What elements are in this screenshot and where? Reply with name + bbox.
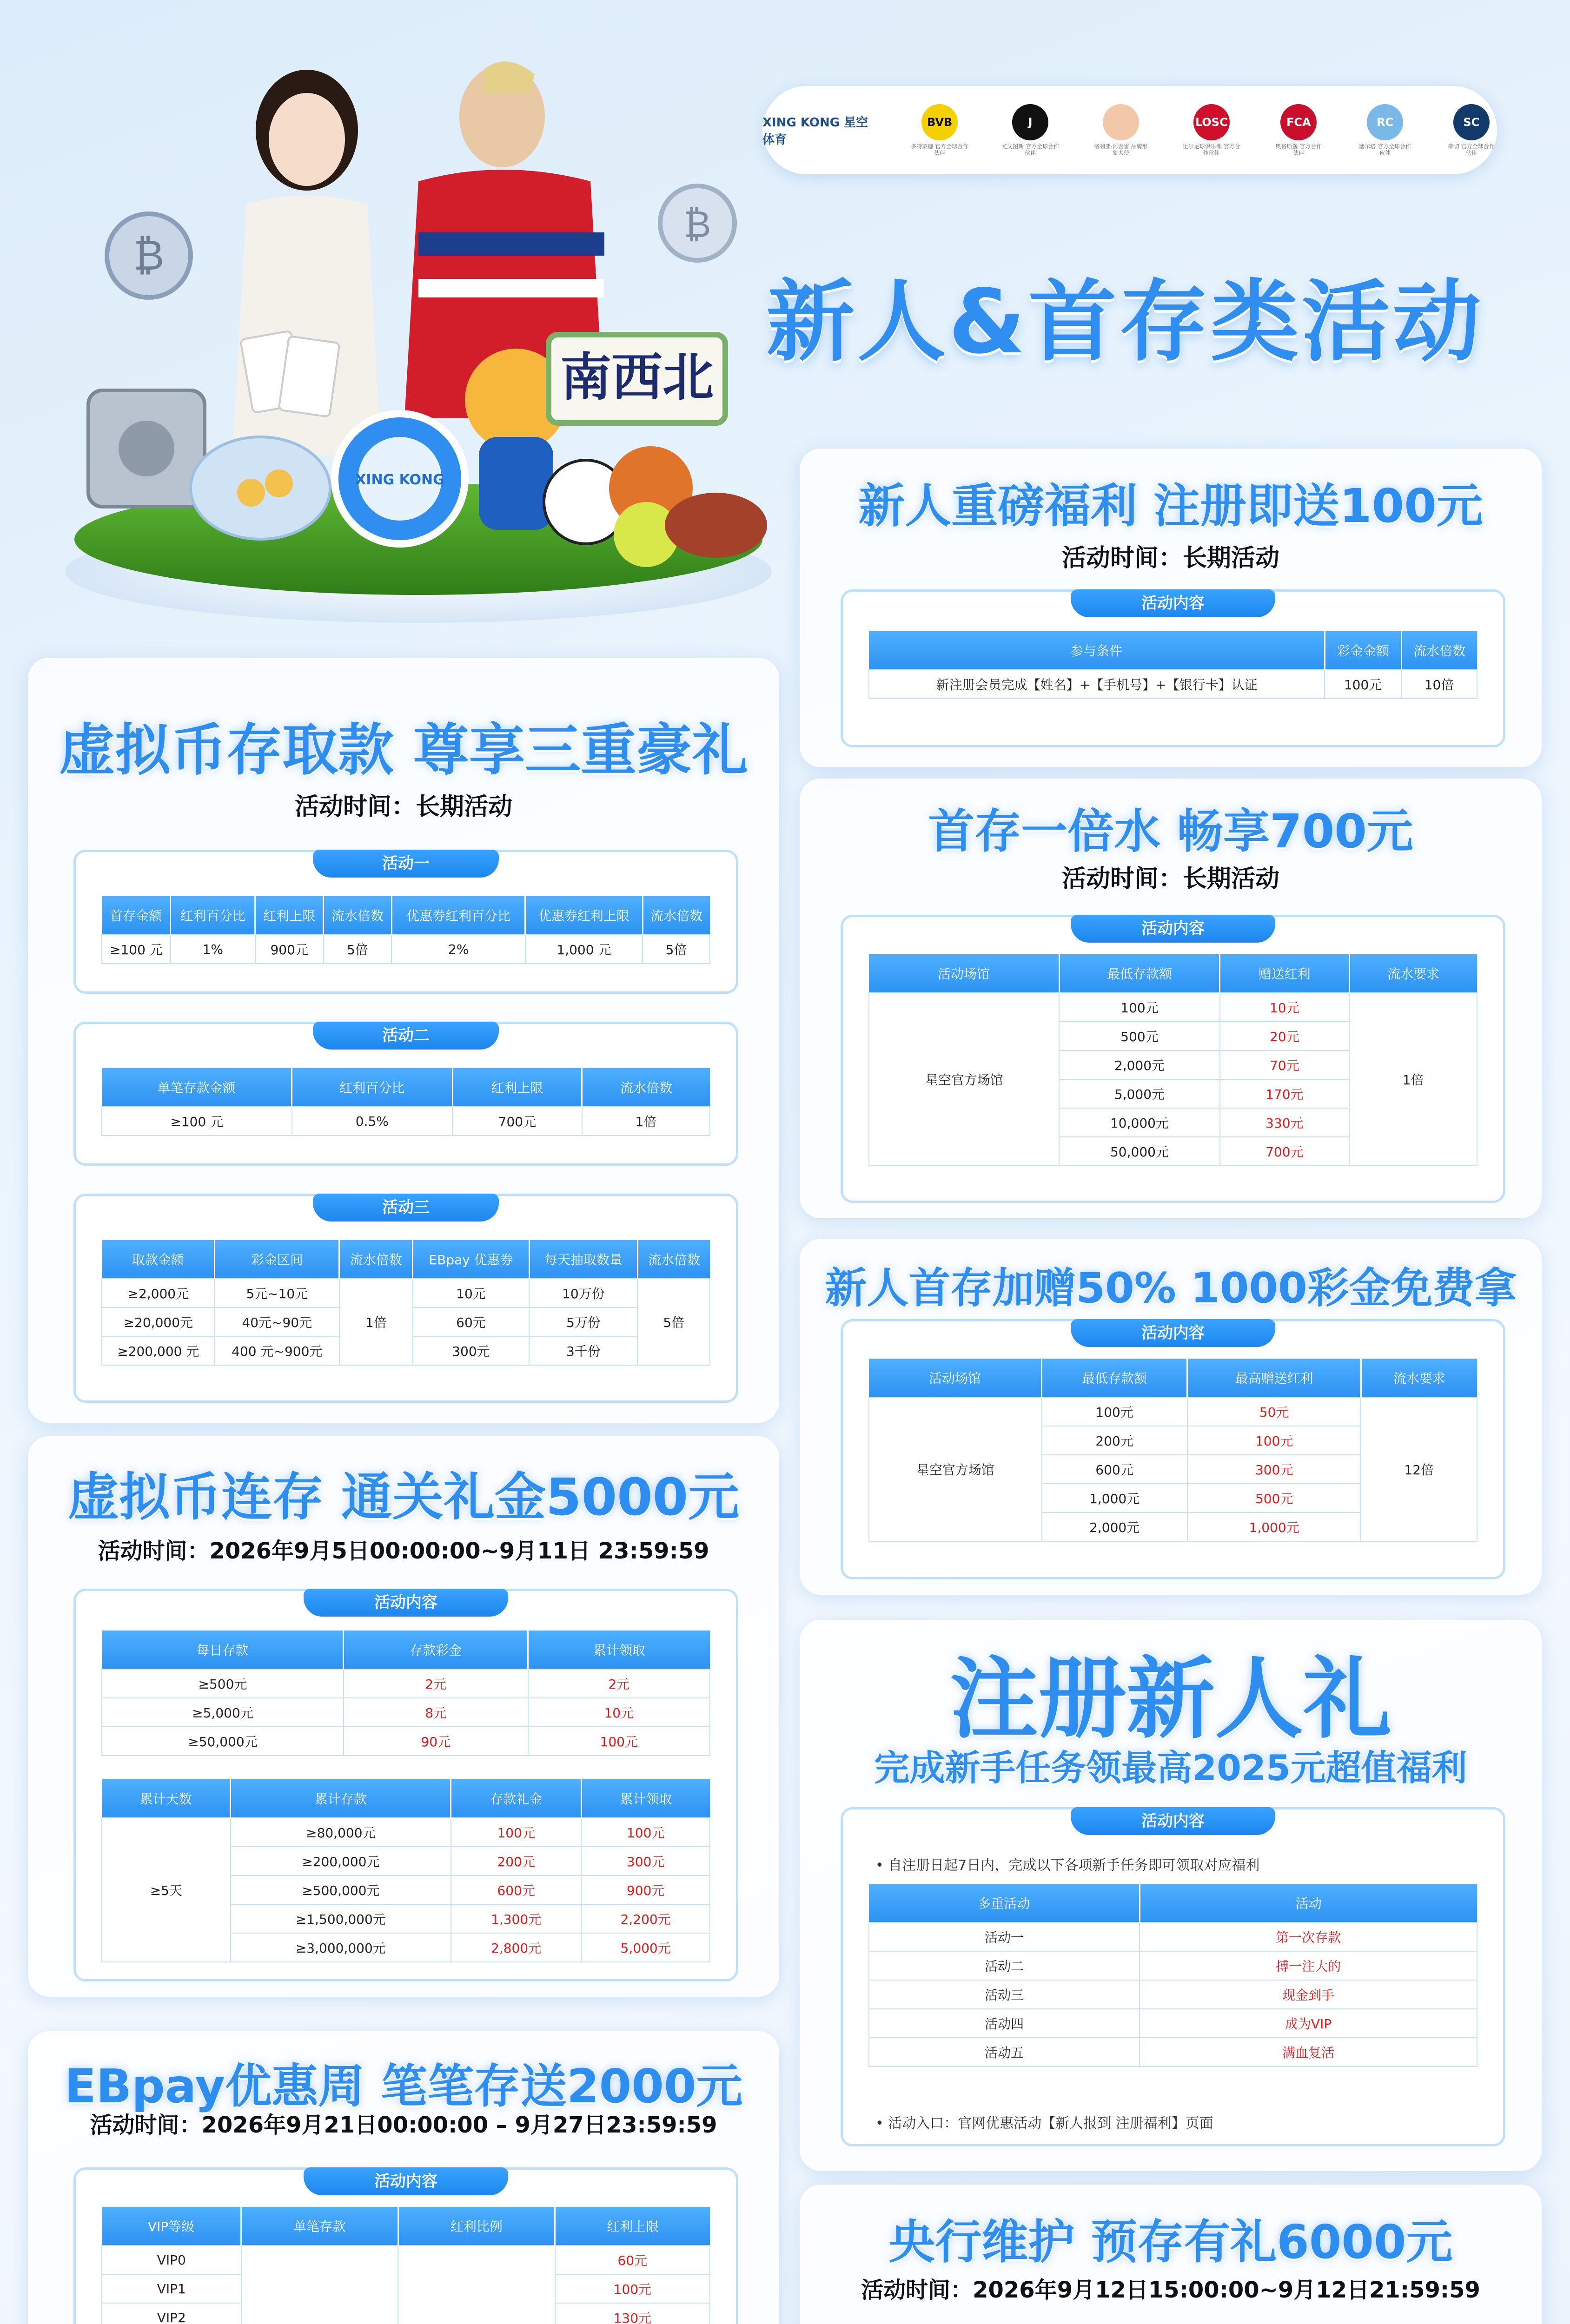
- column-header: 累计领取: [528, 1631, 710, 1669]
- column-header: 首存金额: [102, 896, 171, 935]
- table-cell: 10万份: [529, 1279, 637, 1307]
- table-cell: 10元: [1220, 993, 1350, 1022]
- tab-activity-content: 活动内容: [1071, 589, 1275, 617]
- column-header: 流水倍数: [339, 1240, 413, 1279]
- table-cell: 20元: [1220, 1022, 1350, 1050]
- column-header: EBpay 优惠券: [413, 1240, 530, 1279]
- column-header: VIP等级: [102, 2207, 241, 2245]
- tab-activity-content: 活动内容: [1071, 915, 1275, 943]
- table-cell: 5倍: [637, 1279, 710, 1365]
- table-cell: 12倍: [1361, 1397, 1477, 1541]
- table-row: [102, 2245, 710, 2274]
- table-cell: 50,000元: [1059, 1137, 1219, 1166]
- club-badge-icon: RC: [1367, 104, 1403, 140]
- first-deposit-50-card: [800, 1239, 1542, 1595]
- club-badge-icon: LOSC: [1193, 104, 1230, 140]
- newbie-register-card: [800, 449, 1542, 767]
- hero-art: [46, 37, 772, 627]
- cumulative-deposit-table: [101, 1779, 710, 1962]
- column-header: 存款礼金: [451, 1779, 581, 1818]
- register-table: [868, 1884, 1477, 2067]
- newbie-table: [868, 631, 1477, 699]
- crypto-streak-card: [28, 1436, 779, 1997]
- section-title: 首存一倍水 畅享700元: [928, 804, 1413, 858]
- table-cell: 100元: [1325, 670, 1401, 699]
- table-cell: 60元: [413, 1307, 530, 1336]
- section-title: 虚拟币存取款 尊享三重豪礼: [59, 718, 748, 783]
- table-cell: 5倍: [324, 935, 392, 964]
- table-cell: 活动三: [869, 1980, 1139, 2009]
- club-badge-icon: J: [1012, 104, 1048, 140]
- column-header: 累计领取: [581, 1779, 710, 1818]
- ebpay-panel: [73, 2167, 738, 2324]
- partner-logo: [762, 113, 878, 147]
- table-cell: 5倍: [643, 935, 710, 964]
- table-cell: 3千份: [529, 1336, 637, 1365]
- table-cell: 10倍: [1401, 670, 1477, 699]
- column-header: 赠送红利: [1220, 954, 1350, 993]
- table-row: [102, 1818, 710, 1847]
- table-cell: ≥1,500,000元: [231, 1904, 451, 1933]
- table-cell: 2%: [391, 935, 525, 964]
- table-cell: ≥500,000元: [231, 1875, 451, 1904]
- table-row: [869, 1951, 1477, 1980]
- streak-panel: [73, 1589, 738, 1981]
- activity-time: 活动时间：2026年9月5日00:00:00~9月11日 23:59:59: [98, 1538, 709, 1564]
- table-header-row: [869, 631, 1477, 670]
- table-cell: 2元: [344, 1669, 528, 1698]
- mahjong-text: 南西北: [560, 347, 714, 407]
- activity-3-table: [101, 1240, 710, 1366]
- table-cell: 100元: [555, 2274, 710, 2303]
- table-cell: 170元: [1220, 1079, 1350, 1108]
- table-header-row: [869, 1884, 1477, 1922]
- partner-logo: [1001, 104, 1060, 157]
- table-cell: ≥2,000元: [102, 1279, 215, 1307]
- logo-caption: 格利亚·阿吉雷 品牌形象大使: [1094, 143, 1148, 156]
- table-cell: 100元: [1042, 1397, 1187, 1426]
- table-cell: 第一次存款: [1139, 1922, 1477, 1951]
- club-badge-icon: BVB: [921, 104, 958, 140]
- column-header: 取款金额: [102, 1240, 215, 1279]
- table-cell: 10,000元: [1059, 1108, 1219, 1137]
- column-header: 最低存款额: [1042, 1359, 1187, 1397]
- table-row: [869, 670, 1477, 699]
- partner-logos-bar: [762, 86, 1497, 174]
- table-cell: VIP1: [102, 2274, 241, 2303]
- table-cell: ≥5天: [102, 1818, 231, 1962]
- table-cell: 10元: [528, 1698, 710, 1727]
- column-header: 流水倍数: [637, 1240, 710, 1279]
- column-header: 累计天数: [102, 1779, 231, 1818]
- table-cell: 2,200元: [581, 1904, 710, 1933]
- woman-figure: [232, 195, 381, 456]
- section-title: 新人首存加赠50% 1000彩金免费拿: [825, 1264, 1517, 1313]
- svg-text:₿: ₿: [133, 231, 165, 280]
- table-cell: 300元: [1187, 1455, 1361, 1484]
- activity-time: 活动时间：2026年9月12日15:00:00~9月12日21:59:59: [861, 2277, 1480, 2303]
- activity-1-table: [101, 896, 710, 964]
- column-header: 流水倍数: [643, 896, 710, 935]
- table-cell: [241, 2245, 398, 2324]
- partner-logo: [1273, 104, 1324, 157]
- column-header: 活动: [1139, 1884, 1477, 1922]
- column-header: 优惠券红利百分比: [391, 896, 525, 935]
- register-gift-card: [800, 1620, 1542, 2171]
- tab-activity-content: 活动内容: [1071, 1807, 1275, 1835]
- table-cell: ≥100 元: [102, 1107, 292, 1136]
- table-cell: 500元: [1059, 1022, 1219, 1050]
- table-cell: 600元: [1042, 1455, 1187, 1484]
- table-cell: 500元: [1187, 1484, 1361, 1512]
- register-panel: [841, 1807, 1505, 2146]
- table-row: [102, 1279, 710, 1307]
- first-deposit-50-panel: [841, 1319, 1505, 1579]
- table-row: [102, 1727, 710, 1756]
- column-header: 红利上限: [255, 896, 324, 935]
- table-cell: 1,000元: [1187, 1512, 1361, 1541]
- column-header: 红利比例: [398, 2207, 555, 2245]
- table-cell: 活动二: [869, 1951, 1139, 1980]
- table-cell: 1%: [171, 935, 255, 964]
- table-cell: 300元: [413, 1336, 530, 1365]
- column-header: 单笔存款金额: [102, 1068, 292, 1107]
- table-header-row: [102, 1631, 710, 1669]
- daily-deposit-table: [101, 1631, 710, 1756]
- table-cell: 100元: [581, 1818, 710, 1847]
- central-bank-card: [800, 2185, 1542, 2324]
- table-cell: 2,000元: [1059, 1050, 1219, 1079]
- club-badge-icon: [1103, 104, 1139, 140]
- column-header: 流水要求: [1361, 1359, 1477, 1397]
- tab-activity-content: 活动内容: [304, 2167, 508, 2195]
- column-header: 流水倍数: [1401, 631, 1477, 670]
- activity-time: 活动时间：2026年9月21日00:00:00 – 9月27日23:59:59: [90, 2112, 717, 2138]
- football-icon: [665, 493, 767, 558]
- hero-illustration: [46, 37, 772, 627]
- column-header: 红利上限: [452, 1068, 582, 1107]
- partner-logo: [911, 104, 969, 157]
- table-header-row: [102, 1779, 710, 1818]
- table-cell: 1,000元: [1042, 1484, 1187, 1512]
- table-cell: ≥5,000元: [102, 1698, 344, 1727]
- first-deposit-50-table: [868, 1359, 1477, 1542]
- table-header-row: [102, 1240, 710, 1279]
- section-title: 注册新人礼: [949, 1648, 1391, 1750]
- newbie-panel: [841, 589, 1505, 747]
- column-header: 单笔存款: [241, 2207, 398, 2245]
- chip-brand: XING KONG: [355, 472, 444, 488]
- table-cell: 满血复活: [1139, 2038, 1477, 2067]
- register-note-2: • 活动入口：官网优惠活动【新人报到 注册福利】页面: [875, 2115, 1213, 2132]
- column-header: 最低存款额: [1059, 954, 1219, 993]
- table-cell: 60元: [555, 2245, 710, 2274]
- activity-2-panel: [73, 1022, 738, 1166]
- tab-activity-1: 活动一: [313, 850, 499, 878]
- activity-time: 活动时间：长期活动: [294, 793, 512, 821]
- first-deposit-table: [868, 954, 1477, 1166]
- logo-caption: 尤文图斯 官方全球合作伙伴: [1001, 143, 1059, 156]
- partner-logo: [1182, 104, 1240, 157]
- table-cell: 200元: [451, 1847, 581, 1875]
- table-cell: 100元: [451, 1818, 581, 1847]
- table-cell: 100元: [1059, 993, 1219, 1022]
- table-cell: 1,000 元: [525, 935, 643, 964]
- table-cell: 2,000元: [1042, 1512, 1187, 1541]
- tab-activity-content: 活动内容: [1071, 1319, 1275, 1347]
- table-row: [869, 2009, 1477, 2038]
- partner-logo: [1092, 104, 1150, 157]
- table-cell: 5,000元: [1059, 1079, 1219, 1108]
- column-header: 红利上限: [555, 2207, 710, 2245]
- column-header: 活动场馆: [869, 1359, 1042, 1397]
- activity-2-table: [101, 1068, 710, 1136]
- table-cell: 1倍: [339, 1279, 413, 1365]
- activity-1-panel: [73, 850, 738, 994]
- table-row: [102, 1669, 710, 1698]
- column-header: 最高赠送红利: [1187, 1359, 1361, 1397]
- mahjong-tiles: [549, 335, 725, 423]
- table-row: [869, 2038, 1477, 2067]
- column-header: 存款彩金: [344, 1631, 528, 1669]
- table-cell: 8元: [344, 1698, 528, 1727]
- table-cell: ≥200,000 元: [102, 1336, 215, 1365]
- table-cell: 70元: [1220, 1050, 1350, 1079]
- table-header-row: [102, 2207, 710, 2245]
- table-cell: ≥100 元: [102, 935, 171, 964]
- activity-3-panel: [73, 1194, 738, 1403]
- section-title: 新人重磅福利 注册即送100元: [858, 479, 1483, 533]
- club-badge-icon: FCA: [1280, 104, 1317, 140]
- section-title: 央行维护 预存有礼6000元: [888, 2215, 1453, 2269]
- table-cell: 2元: [528, 1669, 710, 1698]
- table-cell: ≥500元: [102, 1669, 344, 1698]
- section-title: 虚拟币连存 通关礼金5000元: [67, 1467, 740, 1527]
- column-header: 参与条件: [869, 631, 1325, 670]
- column-header: 流水倍数: [324, 896, 392, 935]
- table-cell: 300元: [581, 1847, 710, 1875]
- club-badge-icon: SC: [1453, 104, 1490, 140]
- tab-activity-content: 活动内容: [304, 1589, 508, 1617]
- column-header: 活动场馆: [869, 954, 1059, 993]
- main-title: 新人&首存类活动: [766, 271, 1484, 373]
- table-cell: VIP2: [102, 2303, 241, 2324]
- column-header: 彩金金额: [1325, 631, 1401, 670]
- table-row: [869, 1922, 1477, 1951]
- table-row: [869, 993, 1477, 1022]
- column-header: 每天抽取数量: [529, 1240, 637, 1279]
- vip-bonus-table: [101, 2207, 710, 2324]
- table-cell: ≥50,000元: [102, 1727, 344, 1756]
- table-cell: ≥3,000,000元: [231, 1933, 451, 1962]
- crypto-deposit-card: [28, 658, 779, 1423]
- column-header: 每日存款: [102, 1631, 344, 1669]
- table-cell: 5万份: [529, 1307, 637, 1336]
- table-cell: 700元: [452, 1107, 582, 1136]
- table-cell: 0.5%: [292, 1107, 452, 1136]
- activity-time: 活动时间：长期活动: [1061, 544, 1279, 572]
- logo-caption: 莱切 官方全球合作伙伴: [1448, 143, 1495, 156]
- tab-activity-3: 活动三: [313, 1194, 499, 1221]
- table-cell: 40元~90元: [215, 1307, 339, 1336]
- register-note-1: • 自注册日起7日内，完成以下各项新手任务即可领取对应福利: [875, 1857, 1260, 1874]
- table-row: [869, 1397, 1477, 1426]
- first-deposit-700-card: [800, 779, 1542, 1218]
- table-cell: 活动四: [869, 2009, 1139, 2038]
- column-header: 优惠券红利上限: [525, 896, 643, 935]
- column-header: 彩金区间: [215, 1240, 339, 1279]
- table-cell: 现金到手: [1139, 1980, 1477, 2009]
- table-cell: ≥20,000元: [102, 1307, 215, 1336]
- table-cell: 400 元~900元: [215, 1336, 339, 1365]
- table-cell: 星空官方场馆: [869, 1397, 1042, 1541]
- logo-caption: 里尔足球俱乐部 官方合作伙伴: [1182, 143, 1240, 156]
- table-cell: 2,800元: [451, 1933, 581, 1962]
- table-cell: VIP0: [102, 2245, 241, 2274]
- table-cell: 600元: [451, 1875, 581, 1904]
- table-cell: 搏一注大的: [1139, 1951, 1477, 1980]
- table-cell: [398, 2245, 555, 2324]
- table-row: [102, 1698, 710, 1727]
- table-cell: ≥80,000元: [231, 1818, 451, 1847]
- logo-caption: 多特蒙德 官方全球合作伙伴: [911, 143, 969, 156]
- table-cell: 活动一: [869, 1922, 1139, 1951]
- table-cell: 5,000元: [581, 1933, 710, 1962]
- table-cell: 700元: [1220, 1137, 1350, 1166]
- table-cell: 1倍: [582, 1107, 710, 1136]
- svg-text:₿: ₿: [683, 203, 711, 246]
- column-header: 流水倍数: [582, 1068, 710, 1107]
- table-cell: ≥200,000元: [231, 1847, 451, 1875]
- table-cell: 900元: [255, 935, 324, 964]
- table-cell: 5元~10元: [215, 1279, 339, 1307]
- table-cell: 330元: [1220, 1108, 1350, 1137]
- table-cell: 90元: [344, 1727, 528, 1756]
- table-cell: 130元: [555, 2303, 710, 2324]
- column-header: 多重活动: [869, 1884, 1139, 1922]
- table-cell: 活动五: [869, 2038, 1139, 2067]
- column-header: 红利百分比: [171, 896, 255, 935]
- table-cell: 星空官方场馆: [869, 993, 1059, 1166]
- table-cell: 10元: [413, 1279, 530, 1307]
- table-cell: 100元: [1187, 1426, 1361, 1455]
- logo-caption: 塞尔塔 官方全球合作伙伴: [1359, 143, 1411, 156]
- section-title: EBpay优惠周 笔笔存送2000元: [64, 2059, 743, 2113]
- column-header: 红利百分比: [292, 1068, 452, 1107]
- activity-time: 活动时间：长期活动: [1061, 865, 1279, 893]
- table-header-row: [869, 1359, 1477, 1397]
- logo-caption: 奥格斯堡 官方合作伙伴: [1275, 143, 1322, 156]
- table-cell: 200元: [1042, 1426, 1187, 1455]
- table-cell: 1倍: [1349, 993, 1477, 1166]
- table-cell: 成为VIP: [1139, 2009, 1477, 2038]
- partner-logo: [1446, 104, 1497, 157]
- table-cell: 新注册会员完成【姓名】+【手机号】+【银行卡】认证: [869, 670, 1325, 699]
- column-header: 累计存款: [231, 1779, 451, 1818]
- table-cell: 1,300元: [451, 1904, 581, 1933]
- table-cell: 900元: [581, 1875, 710, 1904]
- table-cell: 50元: [1187, 1397, 1361, 1426]
- column-header: 流水要求: [1349, 954, 1477, 993]
- brand-logo: XING KONG 星空体育: [762, 116, 868, 147]
- partner-logo: [1357, 104, 1413, 157]
- ebpay-card: [28, 2031, 779, 2324]
- table-row: [869, 1980, 1477, 2009]
- table-cell: 100元: [528, 1727, 710, 1756]
- table-header-row: [869, 954, 1477, 993]
- first-deposit-panel: [841, 915, 1505, 1203]
- tab-activity-2: 活动二: [313, 1022, 499, 1050]
- section-subtitle: 完成新手任务领最高2025元超值福利: [874, 1747, 1467, 1789]
